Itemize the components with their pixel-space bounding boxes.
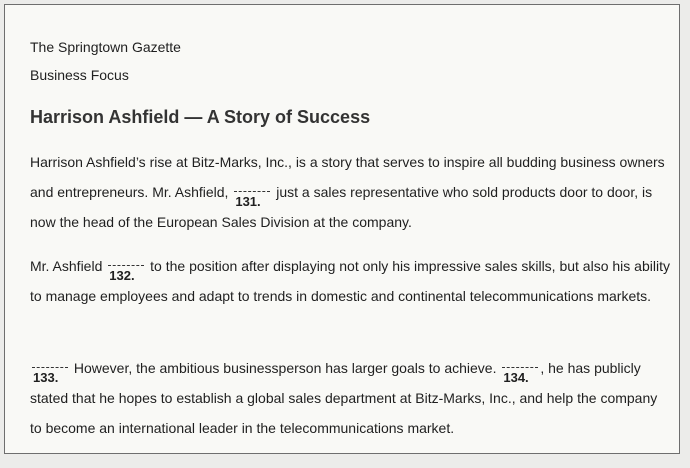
paragraph-text: Harrison Ashfield’s rise at Bitz-Marks, Inc., is a story that serves to inspire all budding business owners and entrepreneurs. Mr. Ashfield, bbox=[30, 154, 665, 200]
newspaper-name: The Springtown Gazette bbox=[30, 39, 181, 55]
question-blank bbox=[234, 185, 270, 209]
question-blank bbox=[32, 361, 68, 385]
article-page bbox=[4, 4, 680, 454]
question-number: 133. bbox=[33, 370, 59, 385]
paragraph-text: , he has publicly stated that he hopes to establish a global sales department at Bitz-Marks, Inc., and help the company to become an international leader in the telecommunications market. bbox=[30, 360, 658, 436]
paragraph-text: to the position after displaying not only his impressive sales skills, but also his ability to manage employees and adapt to trends in domestic and continental telecommunications markets. bbox=[30, 258, 670, 304]
question-number: 132. bbox=[109, 268, 135, 283]
question-number: 131. bbox=[235, 194, 261, 209]
article-paragraph-1 bbox=[30, 147, 670, 237]
section-name: Business Focus bbox=[30, 67, 129, 83]
paragraph-text: just a sales representative who sold products door to door, is now the head of the European Sales Division at the company. bbox=[30, 184, 653, 230]
paragraph-text: Mr. Ashfield bbox=[30, 258, 107, 274]
paragraph-text: However, the ambitious businessperson has larger goals to achieve. bbox=[70, 360, 501, 376]
article-title: Harrison Ashfield — A Story of Success bbox=[30, 107, 371, 127]
question-number: 134. bbox=[503, 370, 529, 385]
article-paragraph-2 bbox=[30, 251, 670, 311]
question-blank bbox=[108, 259, 144, 283]
article-paragraph-3 bbox=[30, 353, 670, 443]
question-blank bbox=[502, 361, 538, 385]
